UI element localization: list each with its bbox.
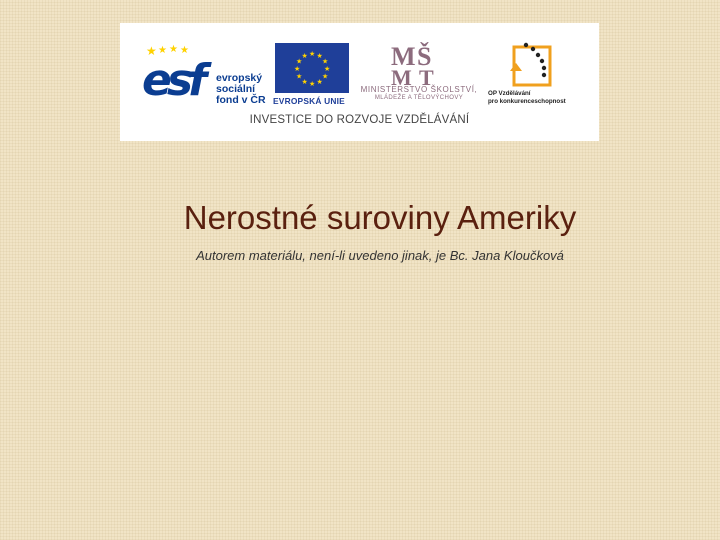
eu-star-icon: ★	[301, 79, 308, 86]
eu-star-icon: ★	[301, 53, 308, 60]
msmt-line-2: MLÁDEŽE A TĚLOVÝCHOVY	[374, 95, 464, 101]
esf-line-2: sociální	[216, 83, 256, 95]
eu-star-icon: ★	[294, 66, 301, 73]
eu-star-icon: ★	[316, 79, 323, 86]
svg-text:T: T	[419, 65, 434, 87]
slide-subtitle: Autorem materiálu, není-li uvedeno jinak, je Bc. Jana Kloučková	[196, 248, 564, 263]
esf-line-3: fond v ČR	[216, 94, 266, 106]
eu-star-icon: ★	[322, 58, 329, 66]
banner-tagline: INVESTICE DO ROZVOJE VZDĚLÁVÁNÍ	[249, 114, 470, 126]
svg-text:M: M	[391, 65, 412, 87]
esf-line-1: evropský	[216, 72, 263, 84]
eu-label: EVROPSKÁ UNIE	[273, 96, 345, 106]
msmt-logo-icon	[385, 41, 455, 87]
slide-title: Nerostné suroviny Ameriky	[183, 199, 577, 236]
eu-star-icon: ★	[296, 73, 303, 81]
op-logo-text	[488, 90, 598, 105]
svg-text:★: ★	[158, 45, 167, 56]
op-logo-icon	[506, 41, 556, 91]
svg-text:★: ★	[169, 44, 178, 55]
svg-text:★: ★	[180, 45, 189, 56]
msmt-line-1: MINISTERSTVO ŠKOLSTVÍ,	[360, 85, 478, 94]
op-line-2: pro konkurenceschopnost	[488, 97, 566, 105]
eu-star-icon: ★	[309, 51, 316, 58]
eu-star-icon: ★	[296, 58, 303, 66]
svg-text:★: ★	[146, 44, 157, 58]
svg-text:M: M	[391, 42, 416, 71]
esf-logo-text	[216, 73, 276, 106]
logo-banner	[120, 23, 599, 141]
eu-star-icon: ★	[322, 73, 329, 81]
eu-flag-icon	[275, 43, 349, 93]
eu-star-icon: ★	[316, 53, 323, 60]
svg-text:Š: Š	[417, 42, 432, 71]
op-line-1: OP Vzdělávání	[488, 90, 531, 97]
eu-star-icon: ★	[309, 81, 316, 88]
eu-star-icon: ★	[324, 66, 331, 73]
esf-logo-mark: esf	[142, 55, 203, 106]
